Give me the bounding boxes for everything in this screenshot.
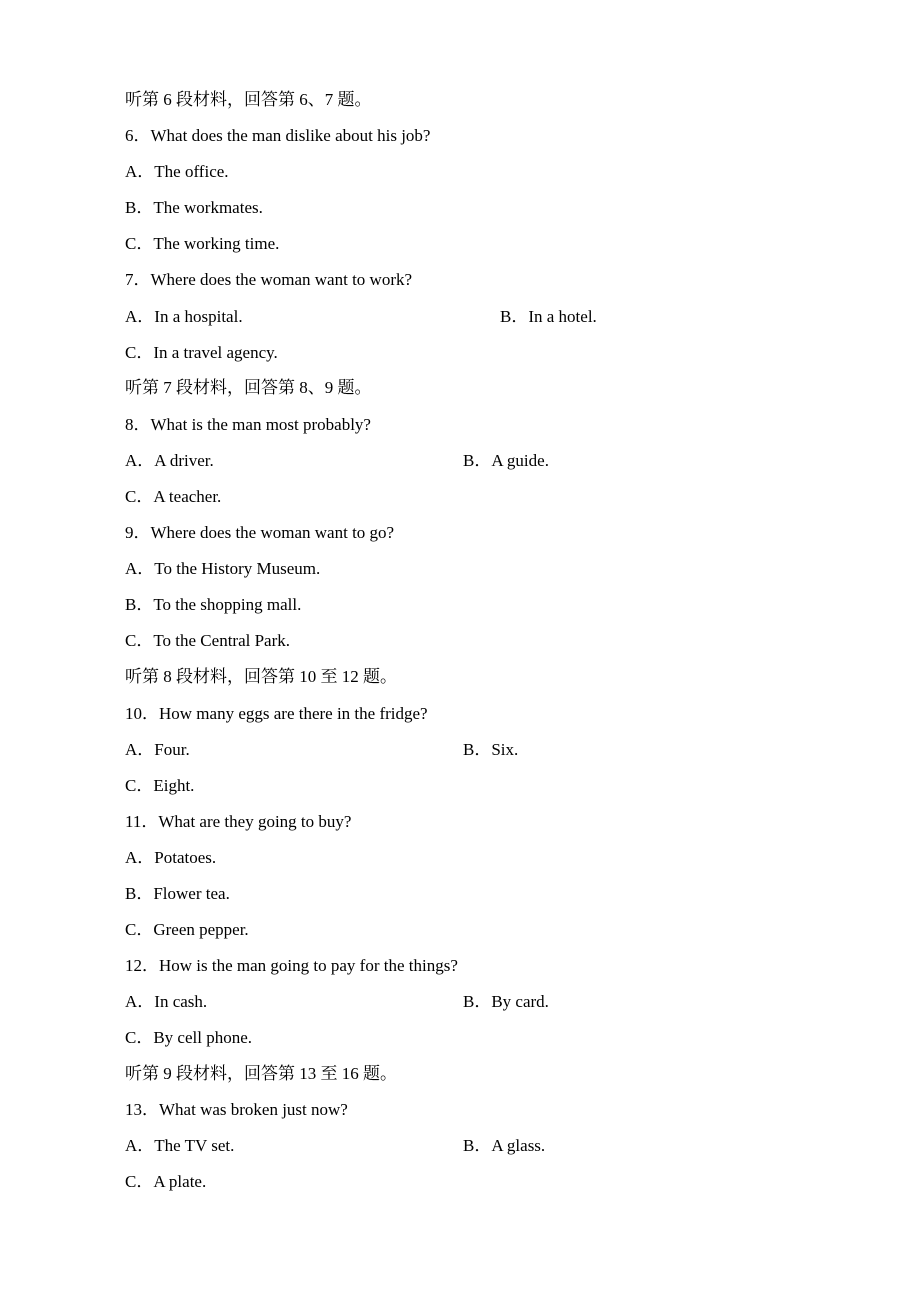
option-b: B．A guide.	[463, 451, 549, 470]
question-stem: 11．What are they going to buy?	[125, 812, 352, 831]
option-b: B．Six.	[463, 740, 519, 759]
option-c: C．In a travel agency.	[125, 343, 278, 362]
question-stem: 6．What does the man dislike about his job?	[125, 126, 431, 145]
section-heading: 听第 7 段材料，回答第 8、9 题。	[125, 378, 372, 397]
option-c: C．Eight.	[125, 776, 195, 795]
option-a: A．In cash.	[125, 992, 208, 1011]
question-stem: 13．What was broken just now?	[125, 1100, 348, 1119]
option-c: C．By cell phone.	[125, 1028, 253, 1047]
option-b: B．The workmates.	[125, 198, 263, 217]
option-b: B．A glass.	[463, 1136, 546, 1155]
option-b: B．In a hotel.	[500, 307, 597, 326]
section-heading: 听第 6 段材料，回答第 6、7 题。	[125, 90, 372, 109]
section-heading: 听第 9 段材料，回答第 13 至 16 题。	[125, 1064, 397, 1083]
option-c: C．The working time.	[125, 234, 280, 253]
option-c: C．Green pepper.	[125, 920, 249, 939]
option-a: A．Four.	[125, 740, 190, 759]
option-b: B．By card.	[463, 992, 549, 1011]
question-stem: 10．How many eggs are there in the fridge?	[125, 704, 428, 723]
option-b: B．To the shopping mall.	[125, 595, 302, 614]
option-c: C．To the Central Park.	[125, 631, 291, 650]
question-stem: 9．Where does the woman want to go?	[125, 523, 395, 542]
option-b: B．Flower tea.	[125, 884, 230, 903]
option-c: C．A teacher.	[125, 487, 222, 506]
section-heading: 听第 8 段材料，回答第 10 至 12 题。	[125, 667, 397, 686]
question-stem: 7．Where does the woman want to work?	[125, 270, 413, 289]
question-stem: 12．How is the man going to pay for the things?	[125, 956, 458, 975]
option-a: A．Potatoes.	[125, 848, 217, 867]
option-a: A．The office.	[125, 162, 229, 181]
question-stem: 8．What is the man most probably?	[125, 415, 371, 434]
option-a: A．In a hospital.	[125, 307, 243, 326]
option-a: A．The TV set.	[125, 1136, 235, 1155]
option-a: A．A driver.	[125, 451, 214, 470]
option-a: A．To the History Museum.	[125, 559, 321, 578]
option-c: C．A plate.	[125, 1172, 207, 1191]
